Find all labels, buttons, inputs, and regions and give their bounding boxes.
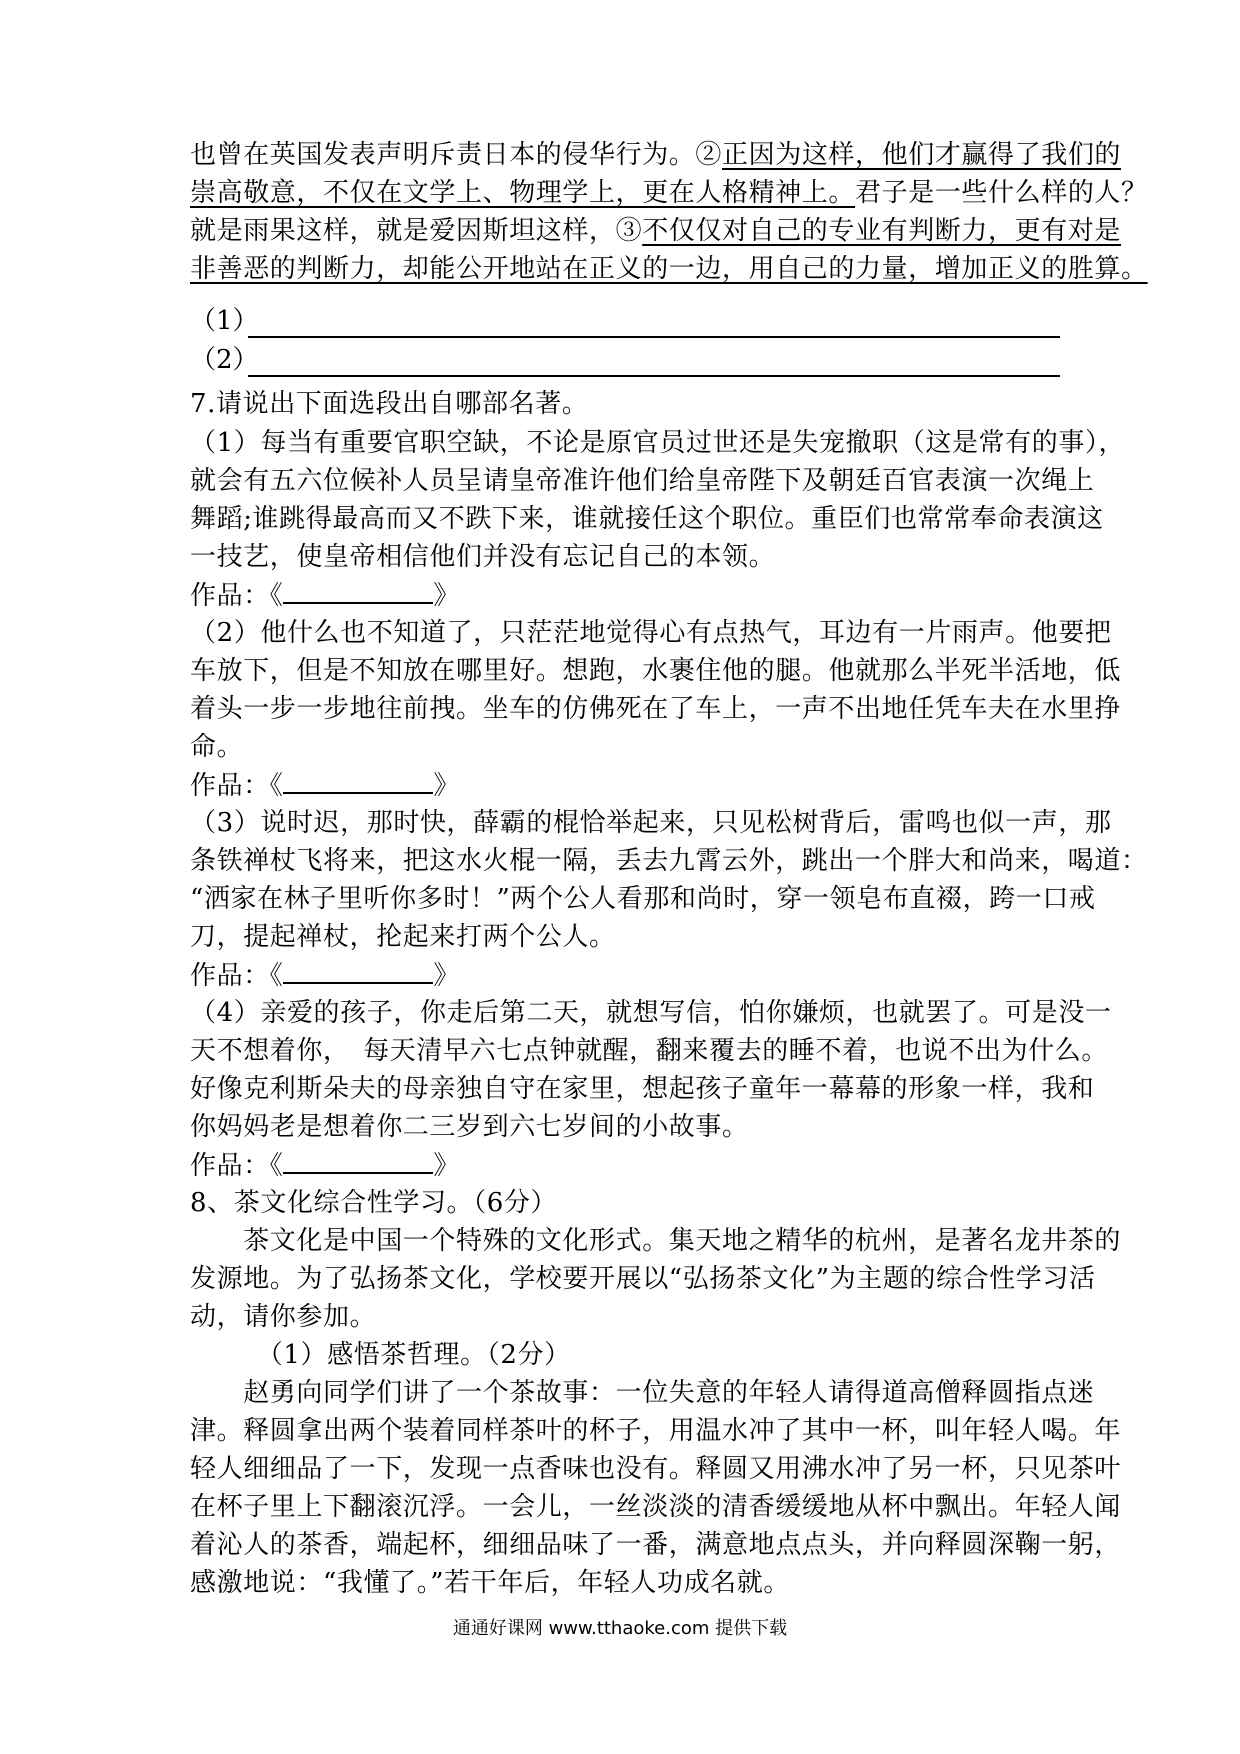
work-label: 作品：《 [190,961,284,991]
excerpt-3-line: 刀，提起禅杖，抡起来打两个公人。 [190,922,616,952]
work-label: 作品：《 [190,581,284,611]
excerpt-2-line: 车放下，但是不知放在哪里好。想跑，水裹住他的腿。他就那么半死半活地，低 [190,656,1122,686]
passage-text: 就是雨果这样，就是爱因斯坦这样，③ [190,216,643,246]
work-answer-1 [190,576,1060,615]
work-close: 》 [433,961,461,991]
passage-line [190,174,1148,212]
excerpt-4-line: 你妈妈老是想着你二三岁到六七岁间的小故事。 [190,1112,749,1142]
work-close: 》 [433,581,461,611]
passage-line [190,250,1148,288]
passage-line [190,212,1122,250]
story-line: 在杯子里上下翻滚沉浮。一会儿，一丝淡淡的清香缓缓地从杯中飘出。年轻人闻 [190,1492,1122,1522]
story-line: 感激地说：“我懂了。”若干年后，年轻人功成名就。 [190,1568,790,1598]
story-line: 津。释圆拿出两个装着同样茶叶的杯子，用温水冲了其中一杯，叫年轻人喝。年 [190,1416,1122,1446]
answer-label: （1） [190,306,259,336]
story-line: 轻人细细品了一下，发现一点香味也没有。释圆又用沸水冲了另一杯，只见茶叶 [190,1454,1122,1484]
work-label: 作品：《 [190,771,284,801]
passage-text: 君子是一些什么样的人？ [855,178,1148,208]
question-8-intro-line: 动，请你参加。 [190,1302,377,1332]
underlined-sentence-2: 正因为这样，他们才赢得了我们的 [722,140,1122,170]
excerpt-3-line: （3）说时迟，那时快，薛霸的棍恰举起来，只见松树背后，雷鸣也似一声，那 [190,808,1112,838]
question-8-title: 8、茶文化综合性学习。（6分） [190,1188,558,1218]
question-8-sub-1: （1）感悟茶哲理。（2分） [190,1340,571,1370]
question-8-intro-line: 茶文化是中国一个特殊的文化形式。集天地之精华的杭州，是著名龙井茶的 [190,1226,1122,1256]
work-close: 》 [433,1151,461,1181]
excerpt-1-line: 舞蹈;谁跳得最高而又不跌下来，谁就接任这个职位。重臣们也常常奉命表演这 [190,504,1104,534]
excerpt-4-line: 天不想着你， 每天清早六七点钟就醒，翻来覆去的睡不着，也说不出为什么。 [190,1036,1109,1066]
answer-label: （2） [190,345,259,375]
excerpt-1-line: 就会有五六位候补人员呈请皇帝准许他们给皇帝陛下及朝廷百官表演一次绳上 [190,466,1095,496]
answer-line-2 [190,341,1060,379]
work-answer-3 [190,956,1060,995]
excerpt-4-line: 好像克利斯朵夫的母亲独自守在家里，想起孩子童年一幕幕的形象一样，我和 [190,1074,1095,1104]
excerpt-4-line: （4）亲爱的孩子，你走后第二天，就想写信，怕你嫌烦，也就罢了。可是没一 [190,998,1112,1028]
work-blank[interactable] [283,956,433,984]
excerpt-1-line: （1）每当有重要官职空缺，不论是原官员过世还是失宠撤职（这是常有的事）， [190,428,1126,458]
question-8-intro-line: 发源地。为了弘扬茶文化，学校要开展以“弘扬茶文化”为主题的综合性学习活 [190,1264,1096,1294]
excerpt-2-line: 着头一步一步地往前拽。坐车的仿佛死在了车上，一声不出地任凭车夫在水里挣 [190,694,1122,724]
work-answer-4 [190,1146,1060,1185]
work-blank[interactable] [283,766,433,794]
answer-blank[interactable] [248,375,1060,377]
passage-line [190,136,1122,174]
excerpt-3-line: “洒家在林子里听你多时！”两个公人看那和尚时，穿一领皂布直裰，跨一口戒 [190,884,1096,914]
underlined-sentence-2-cont: 崇高敬意，不仅在文学上、物理学上，更在人格精神上。 [190,178,856,208]
work-answer-2 [190,766,1060,805]
excerpt-2-line: 命。 [190,732,244,762]
story-line: 赵勇向同学们讲了一个茶故事：一位失意的年轻人请得道高僧释圆指点迷 [190,1378,1095,1408]
passage-text: 也曾在英国发表声明斥责日本的侵华行为。② [190,140,723,170]
work-blank[interactable] [283,576,433,604]
excerpt-3-line: 条铁禅杖飞将来，把这水火棍一隔，丢去九霄云外，跳出一个胖大和尚来，喝道： [190,846,1148,876]
answer-blank[interactable] [248,336,1060,338]
work-label: 作品：《 [190,1151,284,1181]
page-footer: 通通好课网 www.tthaoke.com 提供下载 [452,1618,788,1639]
story-line: 着沁人的茶香，端起杯，细细品味了一番，满意地点点头，并向释圆深鞠一躬， [190,1530,1122,1560]
excerpt-1-line: 一技艺，使皇帝相信他们并没有忘记自己的本领。 [190,542,776,572]
excerpt-2-line: （2）他什么也不知道了，只茫茫地觉得心有点热气，耳边有一片雨声。他要把 [190,618,1112,648]
underlined-sentence-3: 不仅仅对自己的专业有判断力，更有对是 [642,216,1122,246]
work-close: 》 [433,771,461,801]
answer-line-1 [190,302,1060,340]
work-blank[interactable] [283,1146,433,1174]
underlined-sentence-3-cont: 非善恶的判断力，却能公开地站在正义的一边，用自己的力量，增加正义的胜算。 [190,254,1148,284]
question-7-title: 7.请说出下面选段出自哪部名著。 [190,389,589,419]
